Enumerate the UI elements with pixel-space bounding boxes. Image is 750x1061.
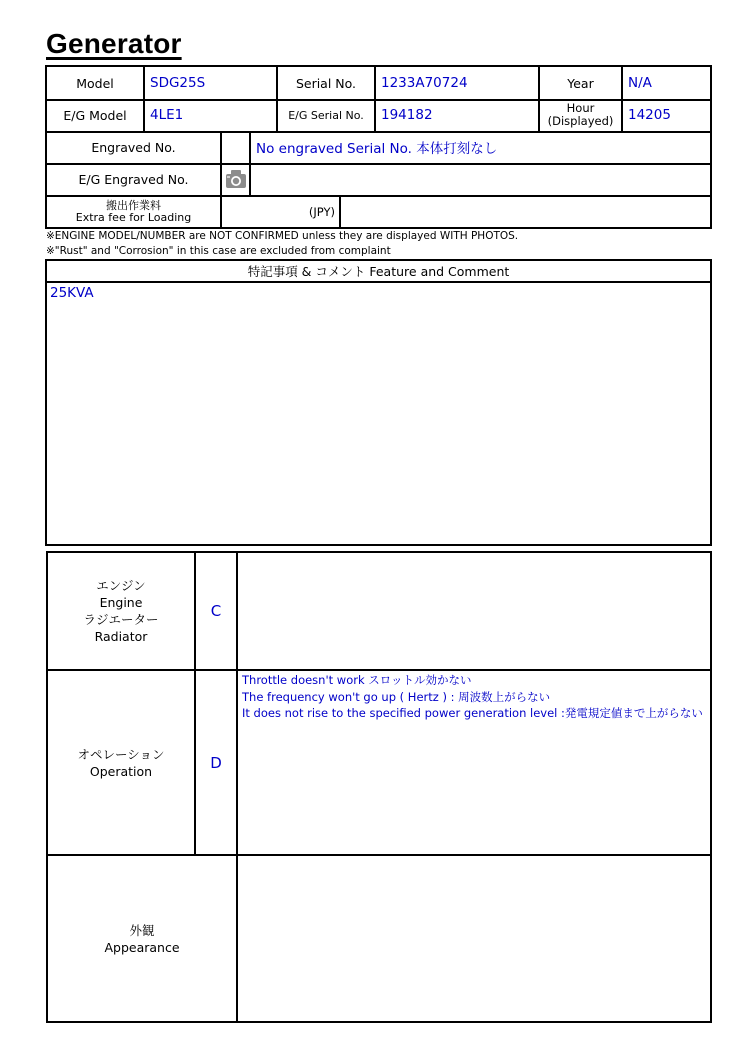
appearance-label (48, 856, 236, 1021)
eg-serial-label: E/G Serial No. (288, 108, 364, 122)
serial-label: Serial No. (295, 75, 357, 91)
inspection-table (46, 551, 712, 1023)
engine-label (48, 553, 194, 669)
engine-grade: C (210, 602, 222, 620)
hour-label (540, 99, 621, 131)
note-engine-confirm: ※ENGINE MODEL/NUMBER are NOT CONFIRMED unless they are displayed WITH PHOTOS. (46, 230, 519, 242)
year-value: N/A (628, 75, 652, 91)
operation-comment-2: The frequency won't go up ( Hertz ) : 周波数上がらない (242, 689, 551, 704)
operation-grade: D (210, 753, 222, 772)
operation-label-en: Operation (89, 763, 153, 779)
engine-label-en: Engine (99, 595, 143, 610)
note-rust: ※"Rust" and "Corrosion" in this case are excluded from complaint (46, 245, 391, 257)
fee-label-jp: 搬出作業料 (106, 199, 161, 212)
hour-label-text: Hour (566, 101, 595, 115)
hour-label-sub: (Displayed) (547, 114, 614, 128)
model-value: SDG25S (150, 75, 206, 91)
feature-text: 25KVA (50, 285, 94, 301)
info-table (45, 65, 712, 229)
model-label: Model (76, 75, 114, 91)
appearance-comment (238, 856, 710, 1021)
radiator-label-jp: ラジエーター (83, 612, 159, 627)
eg-model-value: 4LE1 (150, 107, 184, 123)
feature-comment-box (45, 259, 712, 546)
year-label: Year (567, 75, 594, 91)
fee-unit: (JPY) (308, 205, 335, 219)
appearance-label-jp: 外観 (129, 922, 155, 938)
appearance-label-en: Appearance (104, 939, 180, 955)
eg-model-label: E/G Model (63, 107, 127, 123)
engraved-label: Engraved No. (91, 139, 176, 155)
engraved-value: No engraved Serial No. 本体打刻なし (256, 141, 498, 157)
page-title: Generator (46, 28, 182, 59)
operation-comments (238, 671, 710, 854)
operation-comment-3: It does not rise to the specified power generation level :発電規定値まで上がらない (242, 706, 703, 720)
eg-engraved-label: E/G Engraved No. (78, 171, 189, 187)
serial-value: 1233A70724 (381, 75, 468, 91)
operation-label (48, 671, 194, 854)
eg-serial-value: 194182 (381, 107, 433, 123)
hour-value: 14205 (628, 107, 671, 123)
operation-label-jp: オペレーション (77, 746, 165, 762)
operation-comment-1: Throttle doesn't work スロットル効かない (242, 673, 472, 687)
radiator-label-en: Radiator (94, 629, 148, 644)
camera-icon[interactable] (224, 168, 248, 190)
engine-label-jp: エンジン (96, 578, 146, 593)
feature-header: 特記事項 & コメント Feature and Comment (247, 263, 510, 279)
engine-comment (238, 553, 710, 669)
fee-label (47, 195, 220, 229)
eg-engraved-value (251, 163, 710, 195)
fee-label-en: Extra fee for Loading (75, 211, 192, 224)
